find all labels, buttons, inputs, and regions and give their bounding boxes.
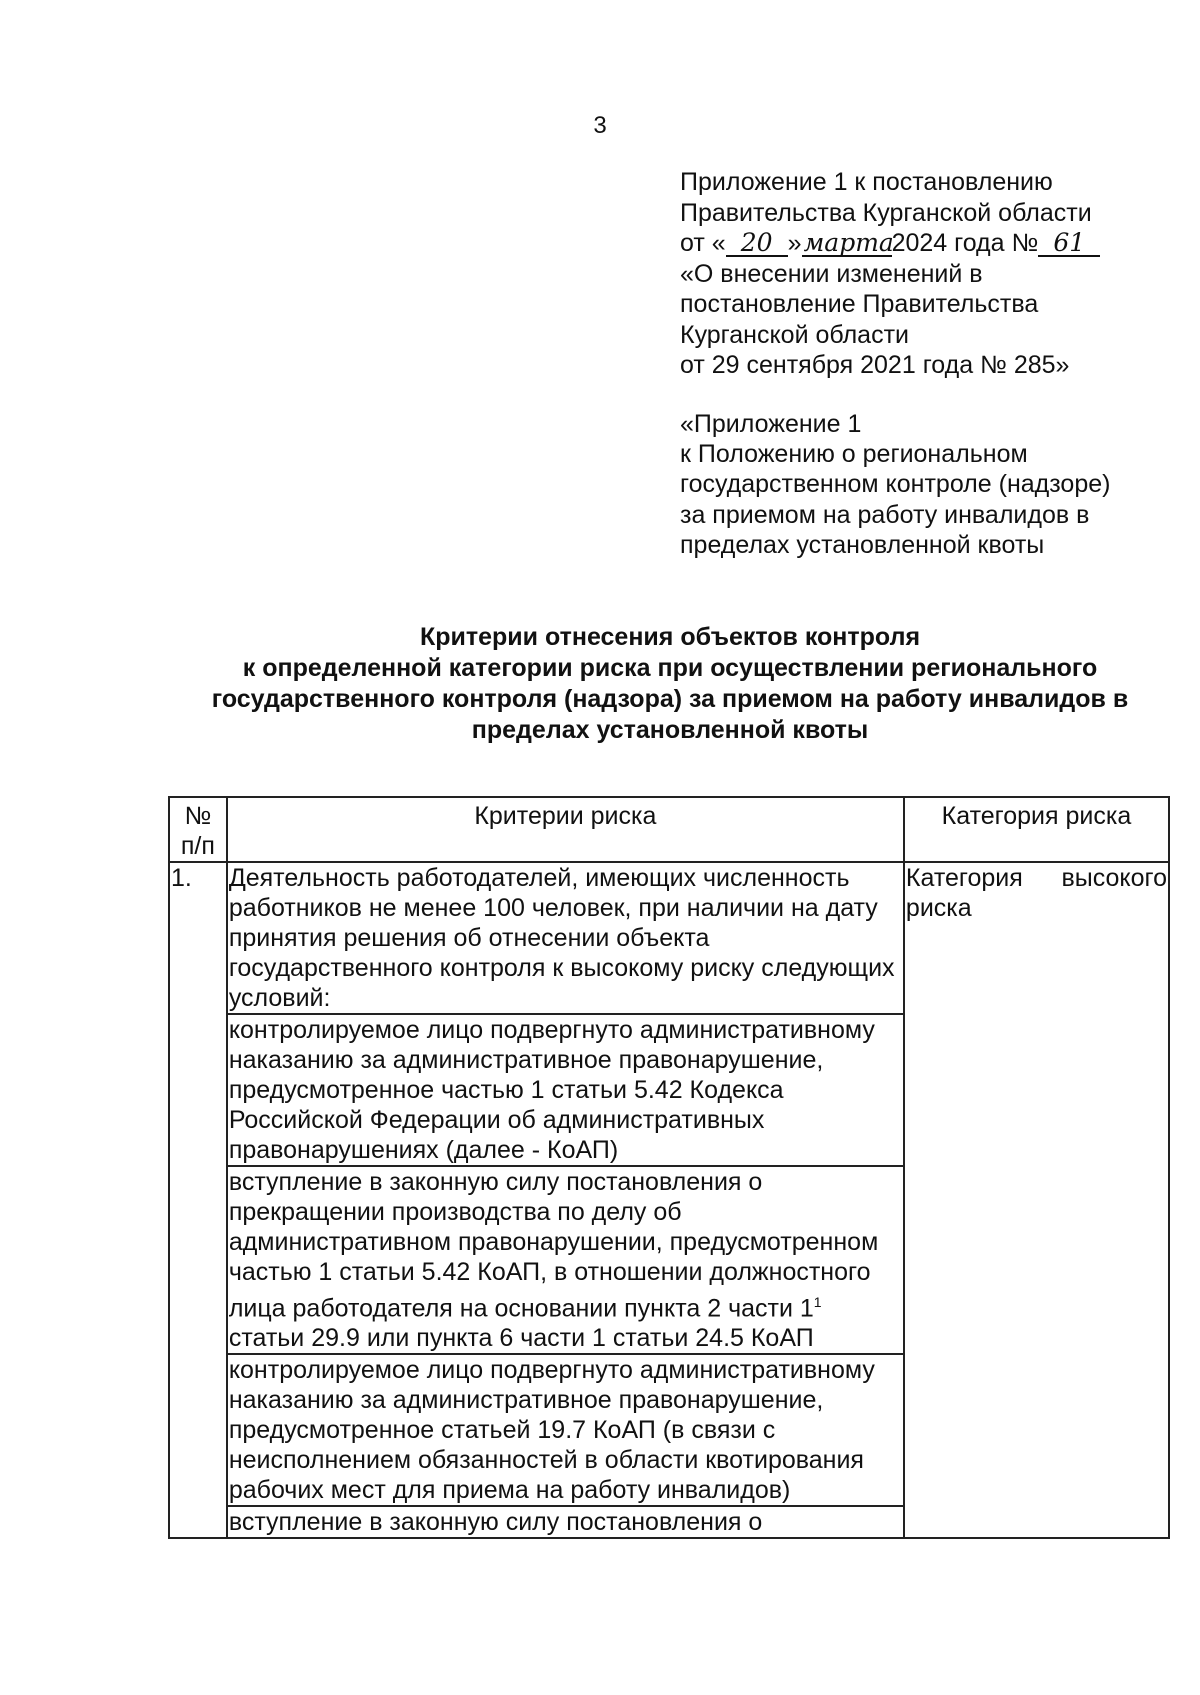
criteria-cell-4: контролируемое лицо подвергнуто административному наказанию за административное правонарушение, предусмотренное статьей 19.7 КоАП (в связи с неисполнением обязанностей в области квотирования рабочих мест для приема на работу инвалидов) bbox=[227, 1354, 904, 1506]
date-prefix: от « bbox=[680, 229, 726, 257]
table-row bbox=[169, 862, 1169, 1014]
criteria-cell-2: контролируемое лицо подвергнуто административному наказанию за административное правонарушение, предусмотренное частью 1 статьи 5.42 Кодекса Российской Федерации об административных правонарушениях (далее - КоАП) bbox=[227, 1014, 904, 1166]
date-month-handwritten: марта bbox=[803, 228, 894, 257]
appendix-date-line bbox=[680, 228, 1140, 259]
header-category: Категория риска bbox=[904, 797, 1169, 862]
criteria-cell-3 bbox=[227, 1166, 904, 1354]
appendix2-line-4: за приемом на работу инвалидов в bbox=[680, 500, 1090, 529]
category-cell: Категория высокого риска bbox=[904, 862, 1169, 1538]
appendix-line-2: Правительства Курганской области bbox=[680, 198, 1092, 227]
appendix2-line-1: «Приложение 1 bbox=[680, 410, 862, 438]
title-line-3: государственного контроля (надзора) за приемом на работу инвалидов в bbox=[211, 685, 1129, 713]
page-number: 3 bbox=[593, 112, 607, 139]
criteria-cell-5: вступление в законную силу постановления о bbox=[227, 1506, 904, 1538]
title-line-2: к определенной категории риска при осуществлении регионального bbox=[242, 654, 1098, 682]
criteria-3-text: вступление в законную силу постановления о прекращении производства по делу об административном правонарушении, предусмотренном частью 1 статьи 5.42 КоАП, в отношении должностного лица работодателя на основании пункта 2 части 1 bbox=[228, 1168, 879, 1323]
criteria-3-superscript: 1 bbox=[813, 1294, 822, 1310]
appendix-line-7: от 29 сентября 2021 года № 285» bbox=[680, 351, 1070, 379]
title-line-4: пределах установленной квоты bbox=[471, 716, 869, 744]
criteria-cell-1: Деятельность работодателей, имеющих численность работников не менее 100 человек, при наличии на дату принятия решения об отнесении объекта государственного контроля к высокому риску следующих условий: bbox=[227, 862, 904, 1014]
table-header-row bbox=[169, 797, 1169, 862]
criteria-table bbox=[168, 796, 1170, 1539]
title-line-1: Критерии отнесения объектов контроля bbox=[419, 623, 921, 651]
appendix-reference-block bbox=[680, 409, 1160, 560]
header-criteria: Критерии риска bbox=[227, 797, 904, 862]
header-number: № п/п bbox=[169, 797, 227, 862]
date-mid: » bbox=[787, 229, 802, 257]
criteria-3-tail: статьи 29.9 или пункта 6 части 1 статьи 24.5 КоАП bbox=[228, 1324, 814, 1353]
appendix-block bbox=[680, 167, 1140, 381]
appendix-line-1: Приложение 1 к постановлению bbox=[680, 168, 1053, 196]
appendix2-line-2: к Положению о региональном bbox=[680, 440, 1028, 469]
appendix-line-6: Курганской области bbox=[680, 320, 910, 349]
appendix2-line-5: пределах установленной квоты bbox=[680, 530, 1045, 559]
date-year: 2024 года № bbox=[891, 229, 1039, 257]
document-title bbox=[0, 622, 1200, 746]
appendix-line-4: «О внесении изменений в bbox=[680, 259, 983, 288]
row-number-cell: 1. bbox=[169, 862, 227, 1538]
date-day-handwritten: 20 bbox=[726, 231, 788, 257]
date-number-handwritten: 61 bbox=[1038, 231, 1100, 257]
appendix-line-5: постановление Правительства bbox=[680, 290, 1039, 318]
appendix2-line-3: государственном контроле (надзоре) bbox=[680, 470, 1111, 499]
